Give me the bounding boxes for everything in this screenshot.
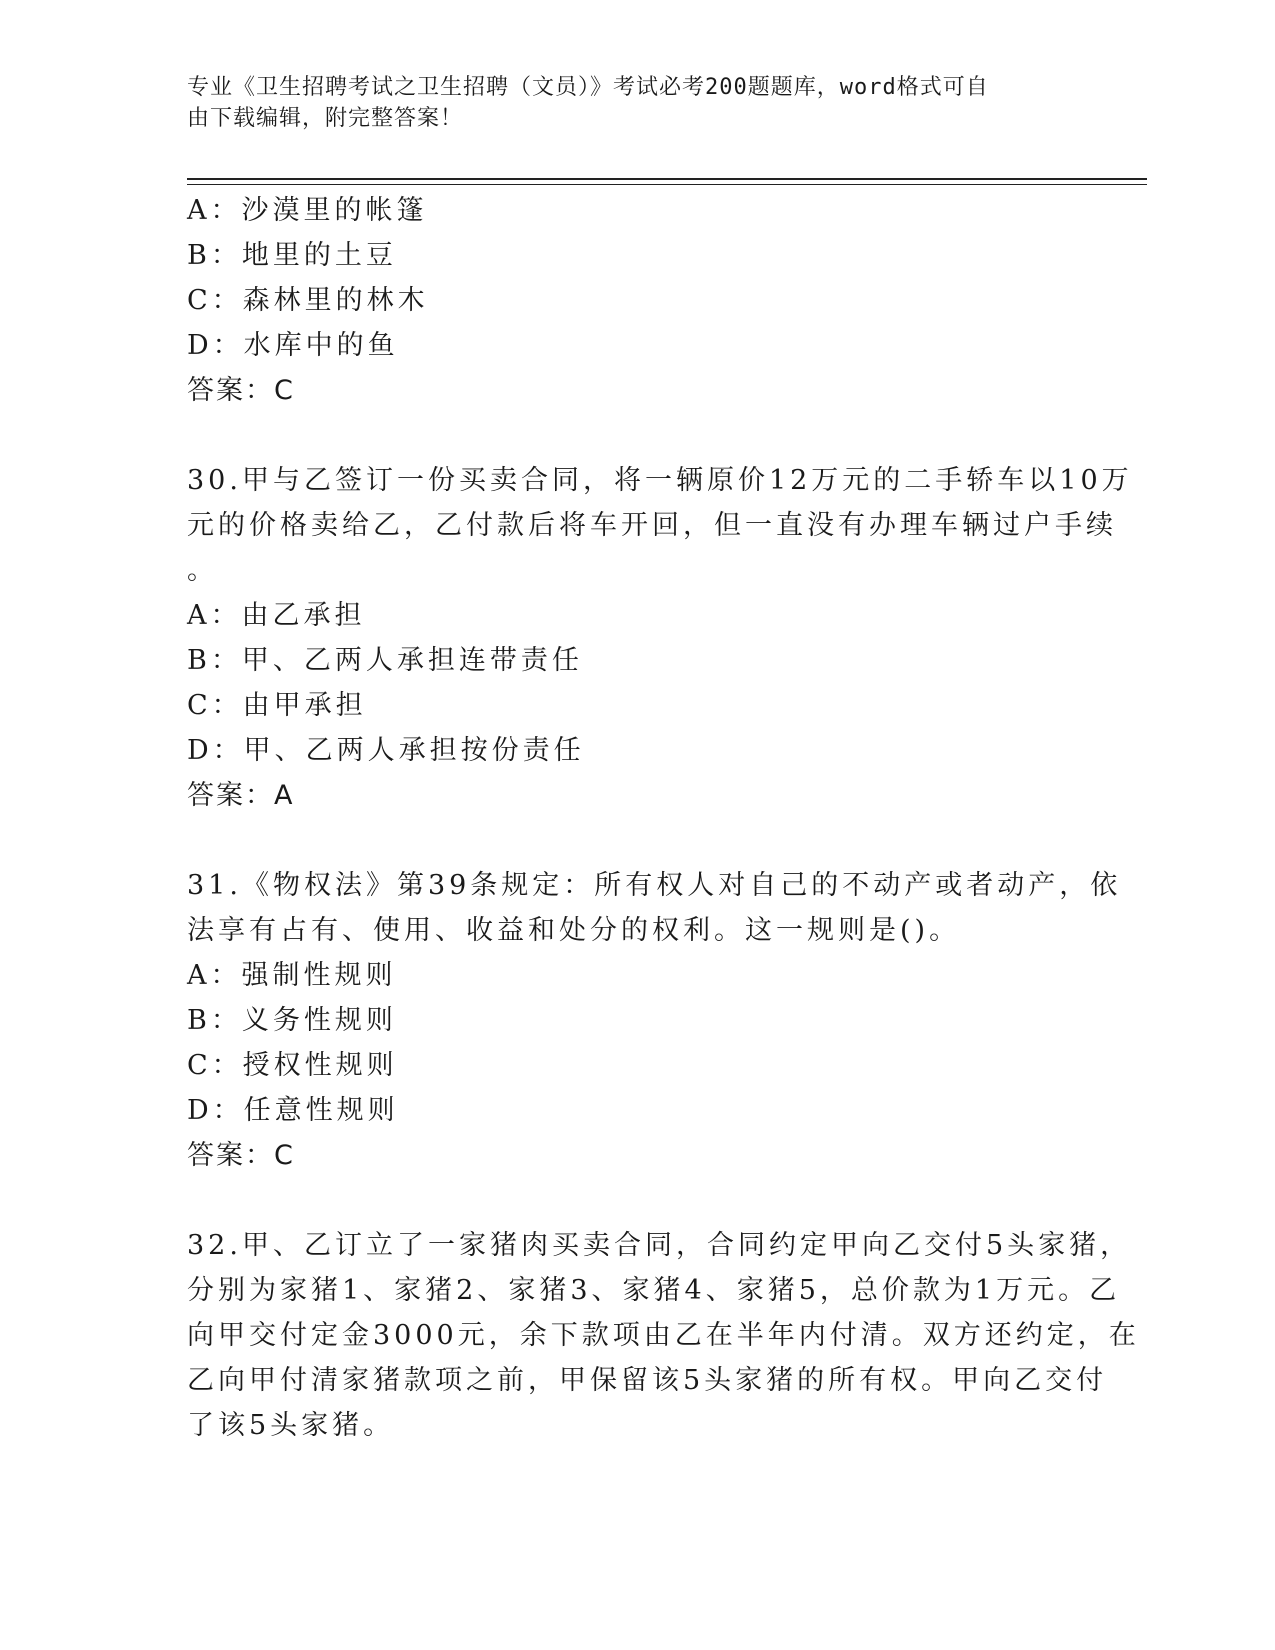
- question-text-line: 30.甲与乙签订一份买卖合同，将一辆原价12万元的二手轿车以10万: [187, 465, 1133, 496]
- prev-question-block: [187, 188, 1067, 413]
- option-a: A：强制性规则: [187, 960, 397, 991]
- header-line-1: 专业《卫生招聘考试之卫生招聘（文员）》考试必考200题题库，word格式可自: [187, 75, 989, 100]
- question-text-line: 法享有占有、使用、收益和处分的权利。这一规则是()。: [187, 915, 961, 946]
- question-text-line: 向甲交付定金3000元，余下款项由乙在半年内付清。双方还约定，在: [187, 1320, 1140, 1351]
- question-text-line: 31.《物权法》第39条规定：所有权人对自己的不动产或者动产，依: [187, 870, 1122, 901]
- header-line-2: 由下载编辑，附完整答案！: [187, 106, 464, 131]
- option-b: B：甲、乙两人承担连带责任: [187, 645, 583, 676]
- header-divider-top: [187, 178, 1147, 180]
- option-a: A：由乙承担: [187, 600, 366, 631]
- question-text-line: 元的价格卖给乙，乙付款后将车开回，但一直没有办理车辆过户手续: [187, 510, 1117, 541]
- option-c: C：授权性规则: [187, 1050, 398, 1081]
- option-c: C：森林里的林木: [187, 285, 429, 316]
- option-b: B：义务性规则: [187, 1005, 397, 1036]
- question-text-line: 分别为家猪1、家猪2、家猪3、家猪4、家猪5，总价款为1万元。乙: [187, 1275, 1121, 1306]
- option-c: C：由甲承担: [187, 690, 367, 721]
- question-text-line: 32.甲、乙订立了一家猪肉买卖合同，合同约定甲向乙交付5头家猪，: [187, 1230, 1132, 1261]
- header-divider-bottom: [187, 184, 1147, 185]
- question-30-block: [187, 458, 1133, 818]
- option-a: A：沙漠里的帐篷: [187, 195, 428, 226]
- document-header: [187, 72, 1067, 134]
- option-b: B：地里的土豆: [187, 240, 397, 271]
- option-d: D：任意性规则: [187, 1095, 399, 1126]
- question-32-block: [187, 1223, 1140, 1448]
- question-text-line: 乙向甲付清家猪款项之前，甲保留该5头家猪的所有权。甲向乙交付: [187, 1365, 1108, 1396]
- answer: 答案：C: [187, 1140, 295, 1171]
- option-d: D：甲、乙两人承担按份责任: [187, 735, 585, 766]
- question-text-line: 。: [187, 555, 218, 586]
- question-31-block: [187, 863, 1122, 1178]
- question-content: [187, 188, 1140, 1448]
- answer: 答案：A: [187, 780, 295, 811]
- question-text-line: 了该5头家猪。: [187, 1410, 395, 1441]
- option-d: D：水库中的鱼: [187, 330, 399, 361]
- answer: 答案：C: [187, 375, 295, 406]
